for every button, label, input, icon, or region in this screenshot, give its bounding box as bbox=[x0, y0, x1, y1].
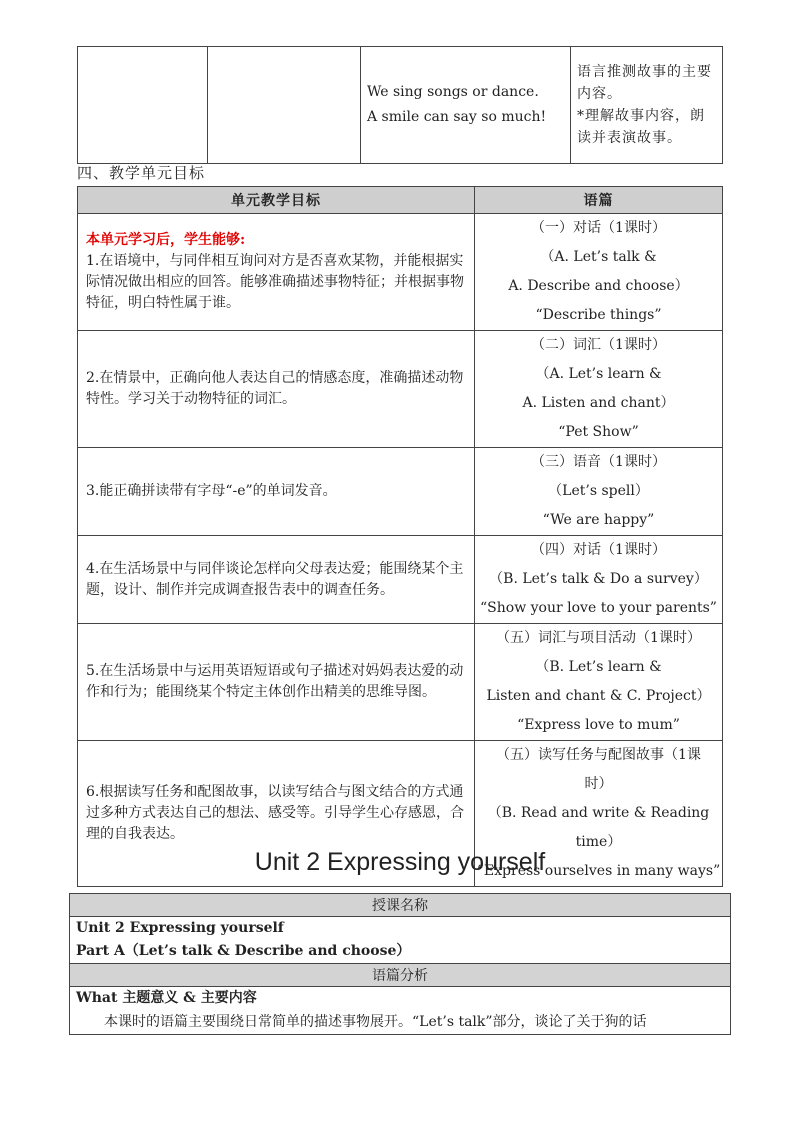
goal-text-3: 3.能正确拼读带有字母“-e”的单词发音。 bbox=[86, 483, 337, 499]
lesson-cell-2 bbox=[475, 331, 723, 448]
table-row bbox=[78, 214, 723, 331]
lesson-line: “Express love to mum” bbox=[517, 717, 680, 733]
goals-intro: 本单元学习后，学生能够: bbox=[86, 232, 246, 248]
goals-header: 单元教学目标 bbox=[78, 187, 475, 214]
lesson-line: “We are happy” bbox=[542, 512, 655, 528]
section-heading: 四、教学单元目标 bbox=[77, 164, 206, 182]
sentence-1: We sing songs or dance. bbox=[367, 84, 539, 100]
table-row bbox=[78, 448, 723, 536]
lesson-cell-1 bbox=[475, 214, 723, 331]
goal-text-1: 1.在语境中，与同伴相互询问对方是否喜欢某物，并能根据实际情况做出相应的回答。能够准确描述事物特征；并根据事物特征，明白特性属于谁。 bbox=[86, 253, 464, 311]
text-analysis-header: 语篇分析 bbox=[70, 964, 731, 987]
note-2: *理解故事内容，朗读并表演故事。 bbox=[577, 108, 705, 146]
lesson-line: （五）读写任务与配图故事（1课 bbox=[496, 747, 701, 763]
lesson-line: （B. Let’s learn & bbox=[535, 659, 662, 675]
what-cell bbox=[70, 987, 731, 1035]
goal-text-2: 2.在情景中，正确向他人表达自己的情感态度，准确描述动物特性。学习关于动物特征的词汇。 bbox=[86, 370, 464, 407]
goal-cell-2 bbox=[78, 331, 475, 448]
lesson-line: A. Listen and chant） bbox=[522, 395, 675, 411]
lesson-line: time） bbox=[575, 834, 622, 850]
lesson-plan-table bbox=[69, 893, 731, 1035]
lesson-line: 时） bbox=[584, 776, 613, 792]
table-row bbox=[78, 331, 723, 448]
goal-cell-4 bbox=[78, 536, 475, 624]
texts-header: 语篇 bbox=[475, 187, 723, 214]
table-row bbox=[78, 624, 723, 741]
goal-cell-5 bbox=[78, 624, 475, 741]
empty-cell-2 bbox=[208, 47, 361, 164]
story-notes-cell bbox=[571, 47, 723, 164]
empty-cell-1 bbox=[78, 47, 208, 164]
lesson-line: （一）对话（1课时） bbox=[531, 220, 666, 236]
story-sentences-cell bbox=[361, 47, 571, 164]
lesson-cell-4 bbox=[475, 536, 723, 624]
unit-goals-table bbox=[77, 186, 723, 887]
lesson-line: “Describe things” bbox=[535, 307, 662, 323]
lesson-name-cell bbox=[70, 917, 731, 964]
lesson-line: “Show your love to your parents” bbox=[480, 600, 717, 616]
lesson-line: （三）语音（1课时） bbox=[531, 454, 666, 470]
lesson-cell-5 bbox=[475, 624, 723, 741]
unit-title: Unit 2 Expressing yourself bbox=[254, 848, 546, 876]
lesson-name-header: 授课名称 bbox=[70, 894, 731, 917]
what-text: 本课时的语篇主要围绕日常简单的描述事物展开。“Let’s talk”部分，谈论了关于狗的话 bbox=[104, 1014, 647, 1030]
lesson-line: “Express ourselves in many ways” bbox=[476, 863, 721, 879]
what-title: What 主题意义 & 主要内容 bbox=[76, 990, 257, 1006]
lesson-line: （四）对话（1课时） bbox=[531, 542, 666, 558]
note-1: 语言推测故事的主要内容。 bbox=[577, 64, 712, 102]
lesson-name-line-1: Unit 2 Expressing yourself bbox=[76, 920, 284, 936]
lesson-line: （二）词汇（1课时） bbox=[531, 337, 666, 353]
goal-text-5: 5.在生活场景中与运用英语短语或句子描述对妈妈表达爱的动作和行为；能围绕某个特定主体创作出精美的思维导图。 bbox=[86, 663, 464, 700]
goal-cell-3 bbox=[78, 448, 475, 536]
lesson-line: （五）词汇与项目活动（1课时） bbox=[496, 630, 701, 646]
goal-text-6: 6.根据读写任务和配图故事，以读写结合与图文结合的方式通过多种方式表达自己的想法、感受等。引导学生心存感恩，合理的自我表达。 bbox=[86, 784, 464, 842]
lesson-line: “Pet Show” bbox=[558, 424, 639, 440]
lesson-line: Listen and chant & C. Project） bbox=[486, 688, 711, 704]
lesson-line: A. Describe and choose） bbox=[508, 278, 689, 294]
lesson-cell-3 bbox=[475, 448, 723, 536]
previous-unit-table bbox=[77, 46, 723, 164]
lesson-line: （B. Let’s talk & Do a survey） bbox=[489, 571, 708, 587]
lesson-line: （A. Let’s talk & bbox=[540, 249, 657, 265]
goal-cell-1 bbox=[78, 214, 475, 331]
lesson-line: （B. Read and write & Reading bbox=[487, 805, 710, 821]
lesson-name-line-2: Part A（Let’s talk & Describe and choose） bbox=[76, 943, 411, 959]
lesson-line: （A. Let’s learn & bbox=[535, 366, 662, 382]
table-row bbox=[78, 536, 723, 624]
lesson-line: （Let’s spell） bbox=[548, 483, 649, 499]
goal-text-4: 4.在生活场景中与同伴谈论怎样向父母表达爱；能围绕某个主题，设计、制作并完成调查报告表中的调查任务。 bbox=[86, 560, 464, 598]
sentence-2: A smile can say so much! bbox=[367, 109, 547, 125]
